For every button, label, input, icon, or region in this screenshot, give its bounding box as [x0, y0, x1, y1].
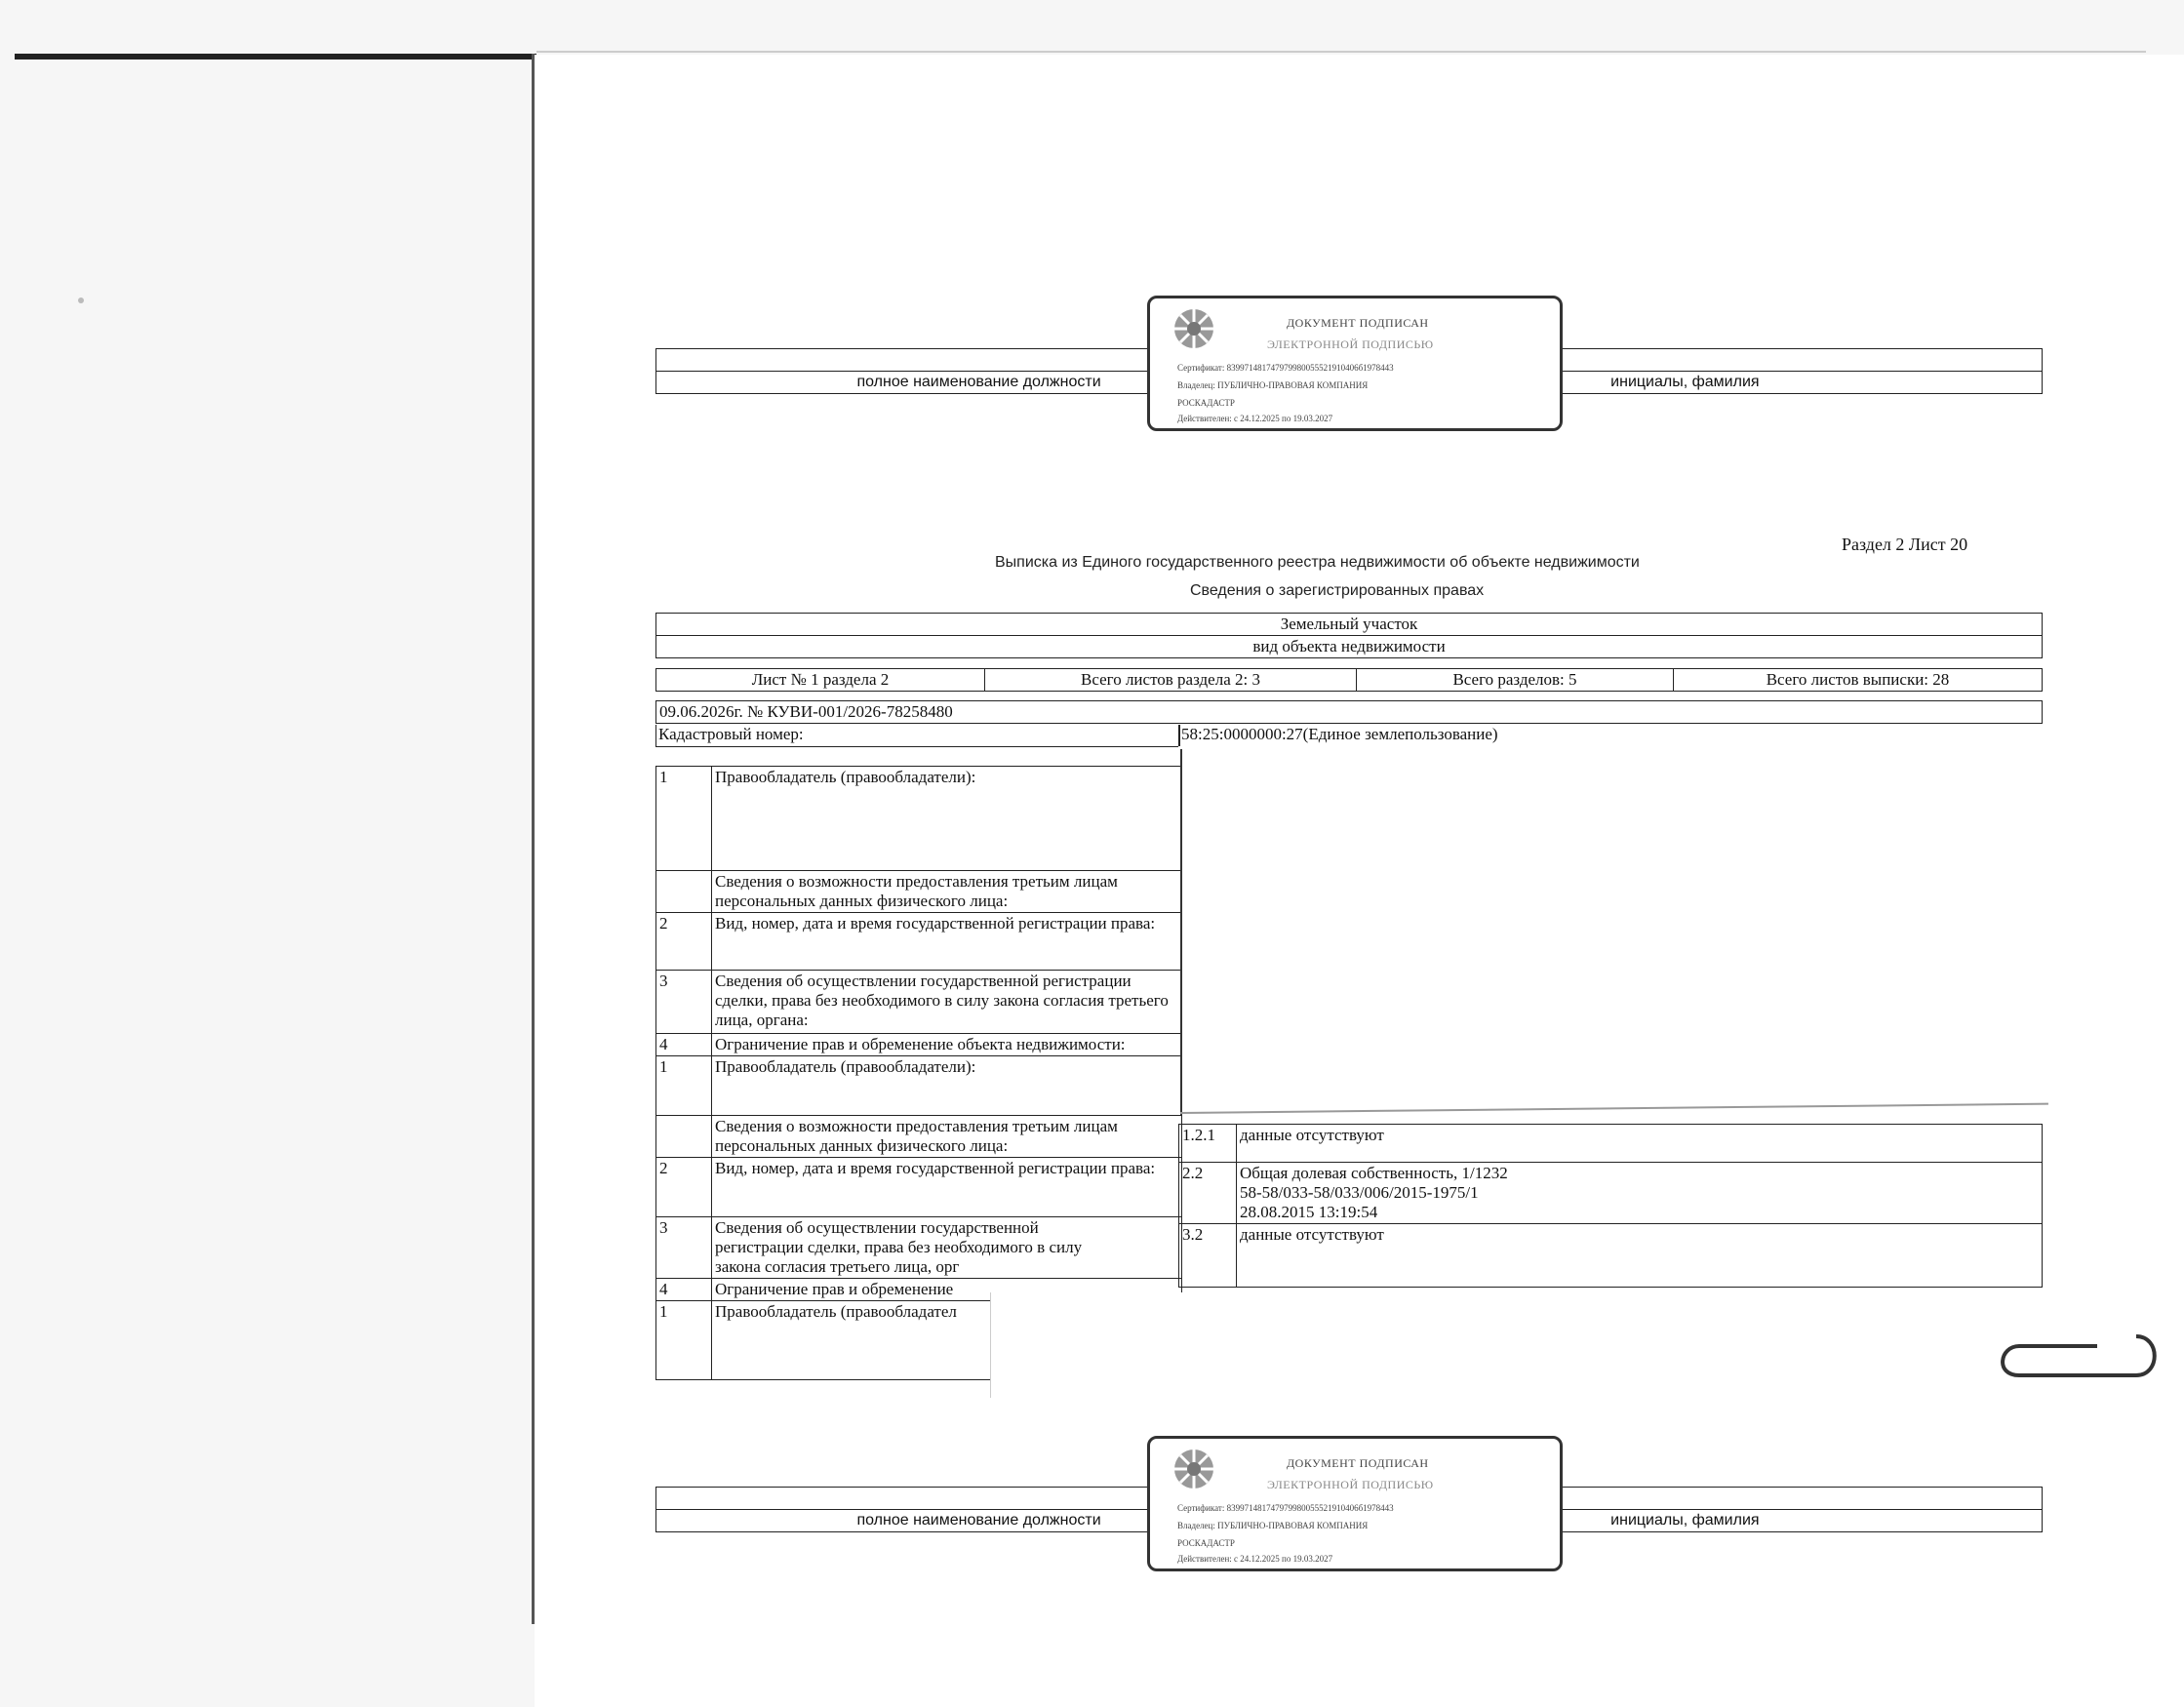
registration-number: 58-58/033-58/033/006/2015-1975/1: [1240, 1183, 1479, 1202]
stamp-owner: Владелец: ПУБЛИЧНО-ПРАВОВАЯ КОМПАНИЯ: [1177, 1521, 1369, 1530]
stamp-owner: Владелец: ПУБЛИЧНО-ПРАВОВАЯ КОМПАНИЯ: [1177, 380, 1369, 390]
scan-edge: [536, 51, 2146, 53]
table-row: [1179, 1163, 2043, 1224]
stamp-owner-org: РОСКАДАСТР: [1177, 1538, 1235, 1548]
row-label: Вид, номер, дата и время государственной регистрации права:: [712, 1158, 1182, 1217]
row-value: данные отсутствуют: [1237, 1125, 2043, 1163]
stamp-validity: Действителен: с 24.12.2025 по 19.03.2027: [1177, 1554, 1333, 1564]
paper-clip-icon: [1990, 1327, 2165, 1395]
table-row: [656, 871, 1182, 913]
row-number: 1: [656, 767, 712, 871]
stamp-validity: Действителен: с 24.12.2025 по 19.03.2027: [1177, 414, 1333, 423]
table-row: [656, 767, 1182, 871]
stamp-title: ДОКУМЕНТ ПОДПИСАН: [1287, 1456, 1429, 1470]
e-signature-stamp: [1147, 1436, 1563, 1571]
object-type-label: вид объекта недвижимости: [656, 636, 2043, 658]
row-number: 3: [656, 971, 712, 1034]
row-code: 1.2.1: [1179, 1125, 1237, 1163]
table-row: [656, 913, 1182, 971]
row-number: 3: [656, 1217, 712, 1279]
row-label: Ограничение прав и обременение: [712, 1279, 1182, 1301]
cadastral-number: 58:25:0000000:27(Единое землепользование): [1181, 725, 1498, 743]
stamp-certificate: Сертификат: 839971481747979980055521910406б1978443: [1177, 363, 1394, 373]
position-label: полное наименование должности: [656, 372, 1302, 394]
row-label: Вид, номер, дата и время государственной регистрации права:: [712, 913, 1182, 971]
position-label: полное наименование должности: [656, 1510, 1302, 1532]
row-number: 1: [656, 1056, 712, 1116]
name-label: инициалы, фамилия: [1328, 372, 2042, 394]
document-subtitle: Сведения о зарегистрированных правах: [1190, 582, 1485, 599]
row-label: Правообладатель (правообладател: [712, 1301, 1182, 1380]
table-row: [656, 1217, 1182, 1279]
row-label: Правообладатель (правообладатели):: [712, 1056, 1182, 1116]
total-sheets-section: Всего листов раздела 2: 3: [985, 669, 1357, 692]
row-number: 2: [656, 1158, 712, 1217]
overlay-paper: [991, 1292, 2064, 1398]
row-value: [1237, 1163, 2043, 1224]
sheet-info-table: [655, 668, 2043, 692]
scan-speck: [78, 298, 84, 303]
name-label: инициалы, фамилия: [1328, 1510, 2042, 1532]
row-label: [712, 1217, 1182, 1279]
object-type-value: Земельный участок: [656, 614, 2043, 636]
e-signature-stamp: [1147, 296, 1563, 431]
row-number: 1: [656, 1301, 712, 1380]
table-row: [1179, 1125, 2043, 1163]
table-row: [656, 1158, 1182, 1217]
total-sections: Всего разделов: 5: [1357, 669, 1674, 692]
sheet-number: Лист № 1 раздела 2: [656, 669, 985, 692]
row-label: Сведения о возможности предоставления третьим лицам персональных данных физического лица:: [712, 871, 1182, 913]
row-label-line: закона согласия третьего лица, орг: [715, 1257, 960, 1276]
row-number: 4: [656, 1034, 712, 1056]
row-label: Сведения о возможности предоставления третьим лицам персональных данных физического лица:: [712, 1116, 1182, 1158]
scan-edge: [15, 54, 536, 60]
right-type: Общая долевая собственность, 1/1232: [1240, 1164, 1508, 1182]
row-label: Правообладатель (правообладатели):: [712, 767, 1182, 871]
stamp-subtitle: ЭЛЕКТРОННОЙ ПОДПИСЬЮ: [1267, 1478, 1434, 1491]
date-number-table: [655, 700, 2043, 724]
scan-edge: [532, 54, 535, 1624]
row-label: Ограничение прав и обременение объекта недвижимости:: [712, 1034, 1182, 1056]
row-label: Сведения об осуществлении государственной регистрации сделки, права без необходимого в силу закона согласия третьего лица, органа:: [712, 971, 1182, 1034]
rights-values-table: [1178, 1124, 2043, 1288]
row-code: 2.2: [1179, 1163, 1237, 1224]
table-row: [656, 1034, 1182, 1056]
table-row: [656, 1056, 1182, 1116]
document-title: Выписка из Единого государственного реестра недвижимости об объекте недвижимости: [995, 554, 1640, 571]
cadastral-label: Кадастровый номер:: [658, 725, 804, 743]
table-row: [656, 971, 1182, 1034]
row-label-line: регистрации сделки, права без необходимого в силу: [715, 1238, 1083, 1256]
row-label-line: Сведения об осуществлении государственной: [715, 1218, 1039, 1237]
stamp-owner-org: РОСКАДАСТР: [1177, 398, 1235, 408]
object-type-table: [655, 613, 2043, 658]
rights-table: [655, 766, 1182, 1380]
row-code: 3.2: [1179, 1224, 1237, 1288]
row-number: 4: [656, 1279, 712, 1301]
rosreestr-logo-icon: [1171, 1447, 1216, 1491]
total-sheets: Всего листов выписки: 28: [1674, 669, 2043, 692]
row-number: 2: [656, 913, 712, 971]
date-number: 09.06.2026г. № КУВИ-001/2026-78258480: [656, 701, 2043, 724]
rosreestr-logo-icon: [1171, 306, 1216, 351]
stamp-certificate: Сертификат: 839971481747979980055521910406б1978443: [1177, 1503, 1394, 1513]
table-row: [1179, 1224, 2043, 1288]
section-sheet: Раздел 2 Лист 20: [1842, 535, 1968, 554]
registration-datetime: 28.08.2015 13:19:54: [1240, 1203, 1378, 1221]
table-row: [656, 1116, 1182, 1158]
overlay-paper: [1182, 749, 2158, 1115]
row-value: данные отсутствуют: [1237, 1224, 2043, 1288]
stamp-subtitle: ЭЛЕКТРОННОЙ ПОДПИСЬЮ: [1267, 337, 1434, 351]
stamp-title: ДОКУМЕНТ ПОДПИСАН: [1287, 316, 1429, 330]
